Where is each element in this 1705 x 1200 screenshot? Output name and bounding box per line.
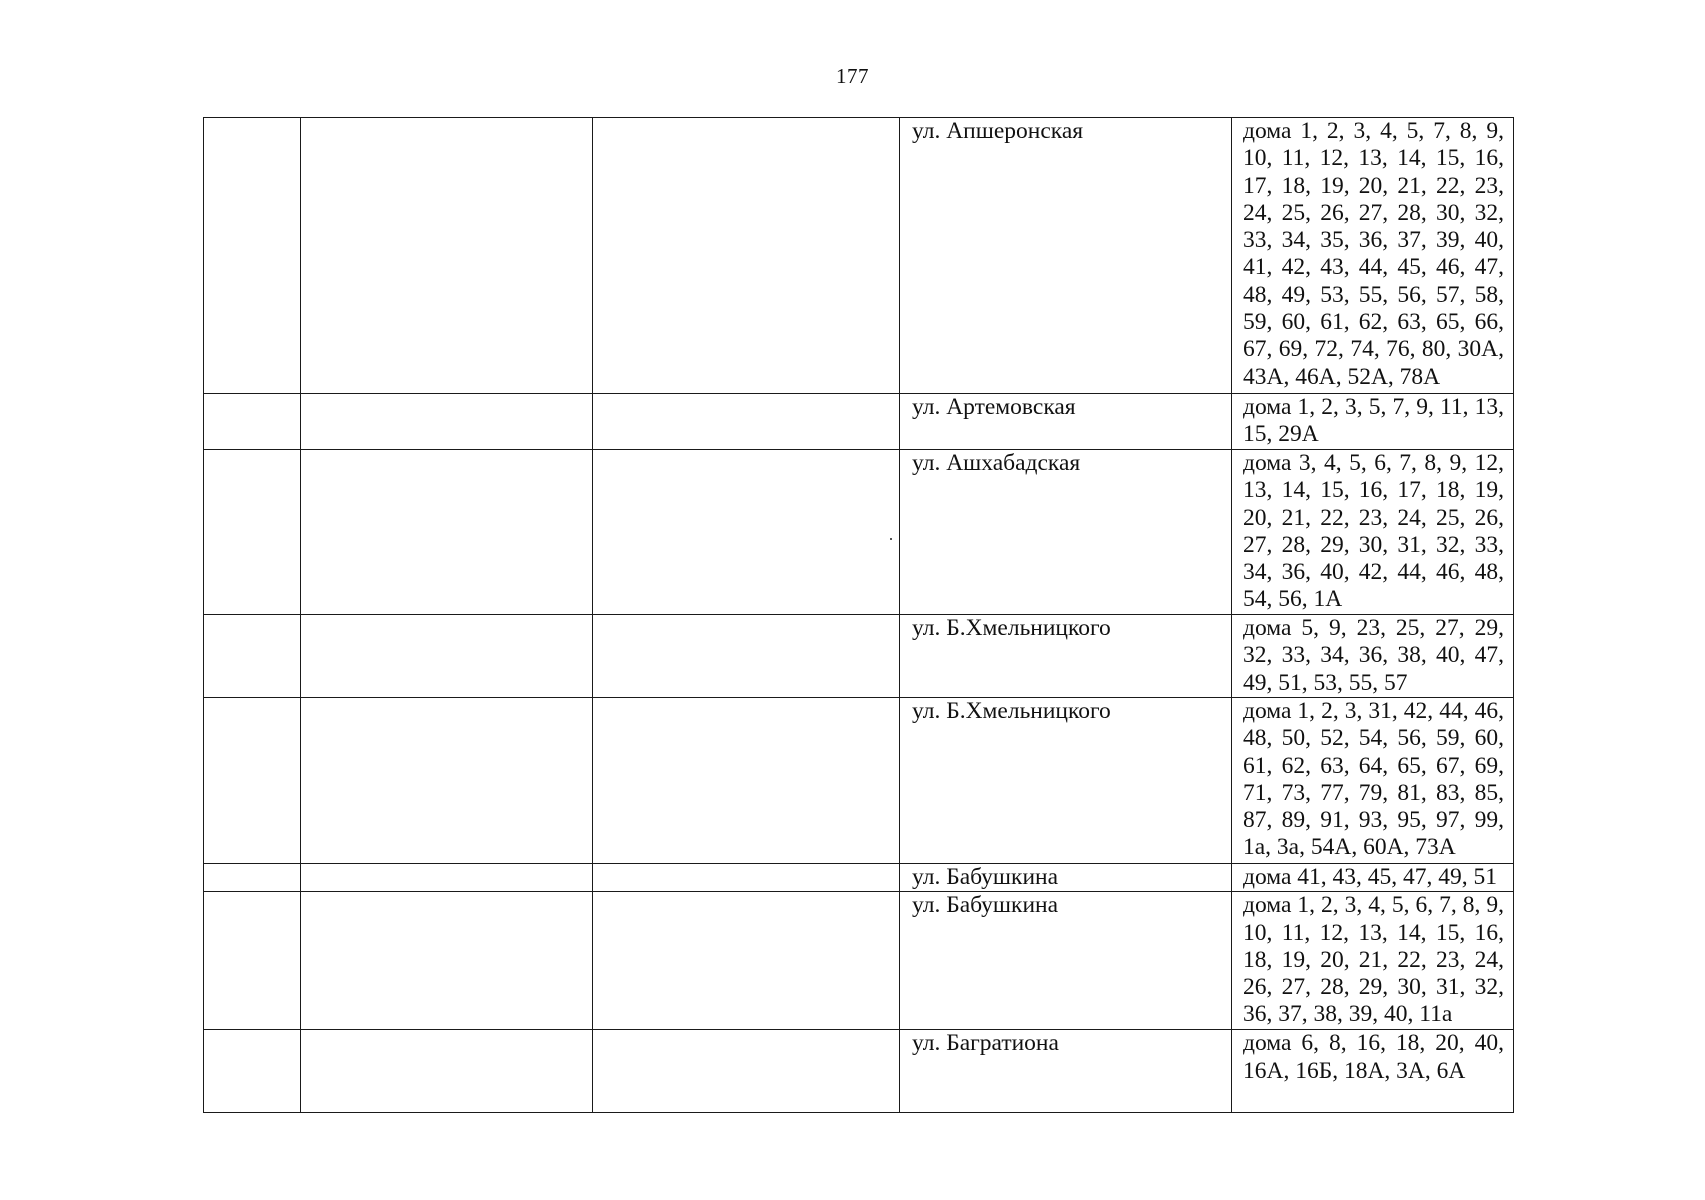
empty-cell-2 xyxy=(301,394,593,450)
street-name: ул. Б.Хмельницкого xyxy=(900,698,1232,864)
empty-cell-3 xyxy=(593,118,900,394)
street-name: ул. Багратиона xyxy=(900,1030,1232,1113)
house-numbers: дома 1, 2, 3, 4, 5, 7, 8, 9, 10, 11, 12, 13, 14, 15, 16, 17, 18, 19, 20, 21, 22, 23, 24, 25, 26, 27, 28, 30, 32, 33, 34, 35, 36, 37, 39, 40, 41, 42, 43, 44, 45, 46, 47, 48, 49, 53, 55, 56, 57, 58, 59, 60, 61, 62, 63, 65, 66, 67, 69, 72, 74, 76, 80, 30А, 43А, 46А, 52А, 78А xyxy=(1232,118,1514,394)
empty-cell-3 xyxy=(593,394,900,450)
house-numbers: дома 6, 8, 16, 18, 20, 40, 16А, 16Б, 18А, 3А, 6А xyxy=(1232,1030,1514,1113)
table-row xyxy=(204,698,1514,864)
empty-cell-3 xyxy=(593,892,900,1030)
street-name: ул. Артемовская xyxy=(900,394,1232,450)
street-name: ул. Ашхабадская xyxy=(900,450,1232,615)
table-row xyxy=(204,118,1514,394)
empty-cell-2 xyxy=(301,864,593,892)
page-number: 177 xyxy=(836,64,869,88)
table-row xyxy=(204,394,1514,450)
empty-cell-1 xyxy=(204,394,301,450)
table-row xyxy=(204,450,1514,615)
empty-cell-1 xyxy=(204,615,301,698)
street-name: ул. Бабушкина xyxy=(900,864,1232,892)
empty-cell-2 xyxy=(301,615,593,698)
empty-cell-2 xyxy=(301,892,593,1030)
house-numbers: дома 3, 4, 5, 6, 7, 8, 9, 12, 13, 14, 15, 16, 17, 18, 19, 20, 21, 22, 23, 24, 25, 26, 27, 28, 29, 30, 31, 32, 33, 34, 36, 40, 42, 44, 46, 48, 54, 56, 1А xyxy=(1232,450,1514,615)
street-name: ул. Бабушкина xyxy=(900,892,1232,1030)
table-row xyxy=(204,1030,1514,1113)
empty-cell-2 xyxy=(301,118,593,394)
empty-cell-3 xyxy=(593,864,900,892)
empty-cell-3 xyxy=(593,615,900,698)
house-numbers: дома 1, 2, 3, 5, 7, 9, 11, 13, 15, 29А xyxy=(1232,394,1514,450)
street-name: ул. Апшеронская xyxy=(900,118,1232,394)
table-row xyxy=(204,892,1514,1030)
empty-cell-3 xyxy=(593,1030,900,1113)
address-table xyxy=(203,117,1514,1113)
empty-cell-3 xyxy=(593,450,900,615)
empty-cell-1 xyxy=(204,450,301,615)
house-numbers: дома 5, 9, 23, 25, 27, 29, 32, 33, 34, 36, 38, 40, 47, 49, 51, 53, 55, 57 xyxy=(1232,615,1514,698)
empty-cell-1 xyxy=(204,892,301,1030)
empty-cell-2 xyxy=(301,698,593,864)
street-name: ул. Б.Хмельницкого xyxy=(900,615,1232,698)
scan-speck xyxy=(890,538,892,540)
house-numbers: дома 1, 2, 3, 4, 5, 6, 7, 8, 9, 10, 11, 12, 13, 14, 15, 16, 18, 19, 20, 21, 22, 23, 24, 26, 27, 28, 29, 30, 31, 32, 36, 37, 38, 39, 40, 11а xyxy=(1232,892,1514,1030)
empty-cell-2 xyxy=(301,1030,593,1113)
empty-cell-2 xyxy=(301,450,593,615)
empty-cell-3 xyxy=(593,698,900,864)
house-numbers: дома 41, 43, 45, 47, 49, 51 xyxy=(1232,864,1514,892)
house-numbers: дома 1, 2, 3, 31, 42, 44, 46, 48, 50, 52, 54, 56, 59, 60, 61, 62, 63, 64, 65, 67, 69, 71, 73, 77, 79, 81, 83, 85, 87, 89, 91, 93, 95, 97, 99, 1а, 3а, 54А, 60А, 73А xyxy=(1232,698,1514,864)
empty-cell-1 xyxy=(204,1030,301,1113)
empty-cell-1 xyxy=(204,118,301,394)
table-row xyxy=(204,864,1514,892)
empty-cell-1 xyxy=(204,864,301,892)
table-row xyxy=(204,615,1514,698)
empty-cell-1 xyxy=(204,698,301,864)
